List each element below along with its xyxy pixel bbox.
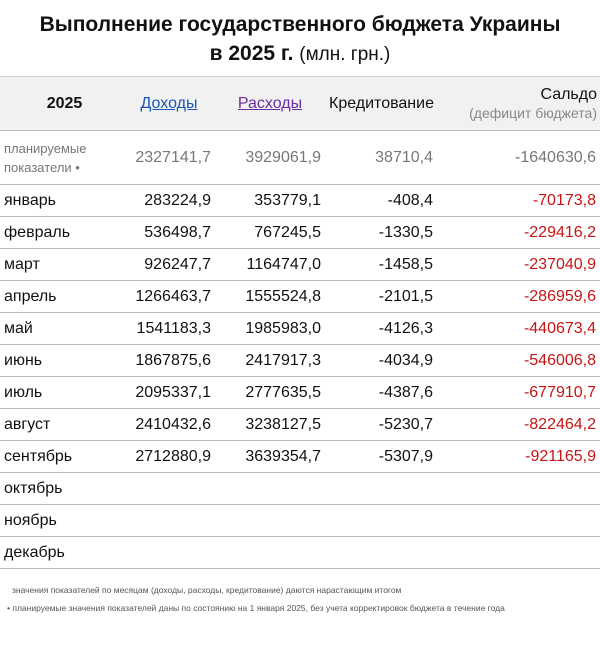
- table-row: [0, 217, 600, 249]
- table-row: [0, 281, 600, 313]
- credit-cell: -4387,6: [378, 383, 433, 401]
- income-cell: [123, 537, 215, 569]
- saldo-cell: -440673,4: [523, 319, 596, 337]
- table-row: [0, 441, 600, 473]
- expenses-cell: 353779,1: [254, 191, 321, 209]
- credit-cell: -2101,5: [378, 287, 433, 305]
- income-cell: 926247,7: [144, 255, 211, 273]
- income-cell: 1541183,3: [136, 319, 211, 337]
- expenses-cell: 2777635,5: [245, 383, 321, 401]
- title-unit: (млн. грн.): [299, 44, 391, 65]
- planned-row: [0, 131, 600, 185]
- month-cell: сентябрь: [4, 447, 73, 465]
- planned-label: [0, 131, 123, 185]
- budget-table: [0, 76, 600, 569]
- income-cell: [123, 505, 215, 537]
- credit-cell: -5230,7: [378, 415, 433, 433]
- saldo-cell: -546006,8: [523, 351, 596, 369]
- month-cell: ноябрь: [4, 511, 57, 529]
- credit-cell: -1458,5: [378, 255, 433, 273]
- saldo-cell: -229416,2: [523, 223, 596, 241]
- saldo-cell: [437, 473, 600, 505]
- saldo-cell: -237040,9: [523, 255, 596, 273]
- income-cell: [123, 473, 215, 505]
- header-saldo-sublabel: (дефицит бюджета): [469, 104, 597, 121]
- table-row: [0, 313, 600, 345]
- planned-income: 2327141,7: [135, 148, 211, 166]
- month-cell: июль: [4, 383, 43, 401]
- income-cell: 1867875,6: [135, 351, 211, 369]
- header-income-link[interactable]: Доходы: [140, 94, 198, 112]
- expenses-cell: 3639354,7: [245, 447, 321, 465]
- credit-cell: [325, 537, 437, 569]
- expenses-cell: 2417917,3: [245, 351, 321, 369]
- month-cell: апрель: [4, 287, 57, 305]
- saldo-cell: -677910,7: [523, 383, 596, 401]
- saldo-cell: -921165,9: [525, 447, 596, 465]
- expenses-cell: [215, 537, 325, 569]
- expenses-cell: 1985983,0: [245, 319, 321, 337]
- table-row: [0, 249, 600, 281]
- month-cell: октябрь: [4, 479, 63, 497]
- header-credit: Кредитование: [329, 94, 434, 112]
- expenses-cell: [215, 473, 325, 505]
- income-cell: 2095337,1: [135, 383, 211, 401]
- month-cell: июнь: [4, 351, 43, 369]
- planned-credit: 38710,4: [375, 148, 433, 166]
- expenses-cell: 1555524,8: [245, 287, 321, 305]
- saldo-cell: -286959,6: [523, 287, 596, 305]
- income-cell: 1266463,7: [135, 287, 211, 305]
- income-cell: 2712880,9: [135, 447, 211, 465]
- month-cell: январь: [4, 191, 56, 209]
- table-header: [0, 77, 600, 131]
- credit-cell: [325, 505, 437, 537]
- header-row: [0, 77, 600, 131]
- table-row: [0, 409, 600, 441]
- income-cell: 283224,9: [144, 191, 211, 209]
- table-row: [0, 377, 600, 409]
- planned-saldo: -1640630,6: [515, 148, 596, 166]
- saldo-cell: [437, 537, 600, 569]
- footnote-cumulative: значения показателей по месяцам (доходы, расходы, кредитование) даются нарастающим итогом: [12, 585, 402, 595]
- expenses-cell: 3238127,5: [245, 415, 321, 433]
- credit-cell: -4126,3: [378, 319, 433, 337]
- title-year: в 2025 г.: [209, 42, 294, 65]
- title-line-1: Выполнение государственного бюджета Украины: [39, 13, 561, 36]
- planned-label-line-2: показатели •: [4, 159, 80, 175]
- month-cell: май: [4, 319, 33, 337]
- income-cell: 2410432,6: [135, 415, 211, 433]
- month-cell: февраль: [4, 223, 71, 241]
- expenses-cell: 767245,5: [254, 223, 321, 241]
- table-body: [0, 131, 600, 569]
- page-title: [0, 10, 600, 69]
- expenses-cell: [215, 505, 325, 537]
- header-expenses-link[interactable]: Расходы: [237, 94, 303, 112]
- credit-cell: -408,4: [387, 191, 433, 209]
- header-year: 2025: [46, 94, 83, 112]
- saldo-cell: [437, 505, 600, 537]
- table-row: [0, 505, 600, 537]
- credit-cell: -1330,5: [378, 223, 433, 241]
- table-row: [0, 345, 600, 377]
- table-row: [0, 473, 600, 505]
- planned-label-line-1: планируемые: [4, 140, 87, 156]
- title-line-2: [0, 39, 600, 69]
- header-saldo: [437, 77, 600, 131]
- planned-expenses: 3929061,9: [245, 148, 321, 166]
- credit-cell: -5307,9: [378, 447, 433, 465]
- month-cell: декабрь: [4, 543, 65, 561]
- month-cell: август: [4, 415, 51, 433]
- header-saldo-label: Сальдо: [540, 85, 597, 103]
- expenses-cell: 1164747,0: [246, 255, 321, 273]
- month-cell: март: [4, 255, 40, 273]
- income-cell: 536498,7: [144, 223, 211, 241]
- credit-cell: [325, 473, 437, 505]
- credit-cell: -4034,9: [378, 351, 433, 369]
- footnote-planned: • планируемые значения показателей даны по состоянию на 1 января 2025, без учета корректировок бюджета в течение года: [7, 603, 505, 613]
- saldo-cell: -70173,8: [532, 191, 596, 209]
- table-row: [0, 185, 600, 217]
- table-row: [0, 537, 600, 569]
- saldo-cell: -822464,2: [523, 415, 596, 433]
